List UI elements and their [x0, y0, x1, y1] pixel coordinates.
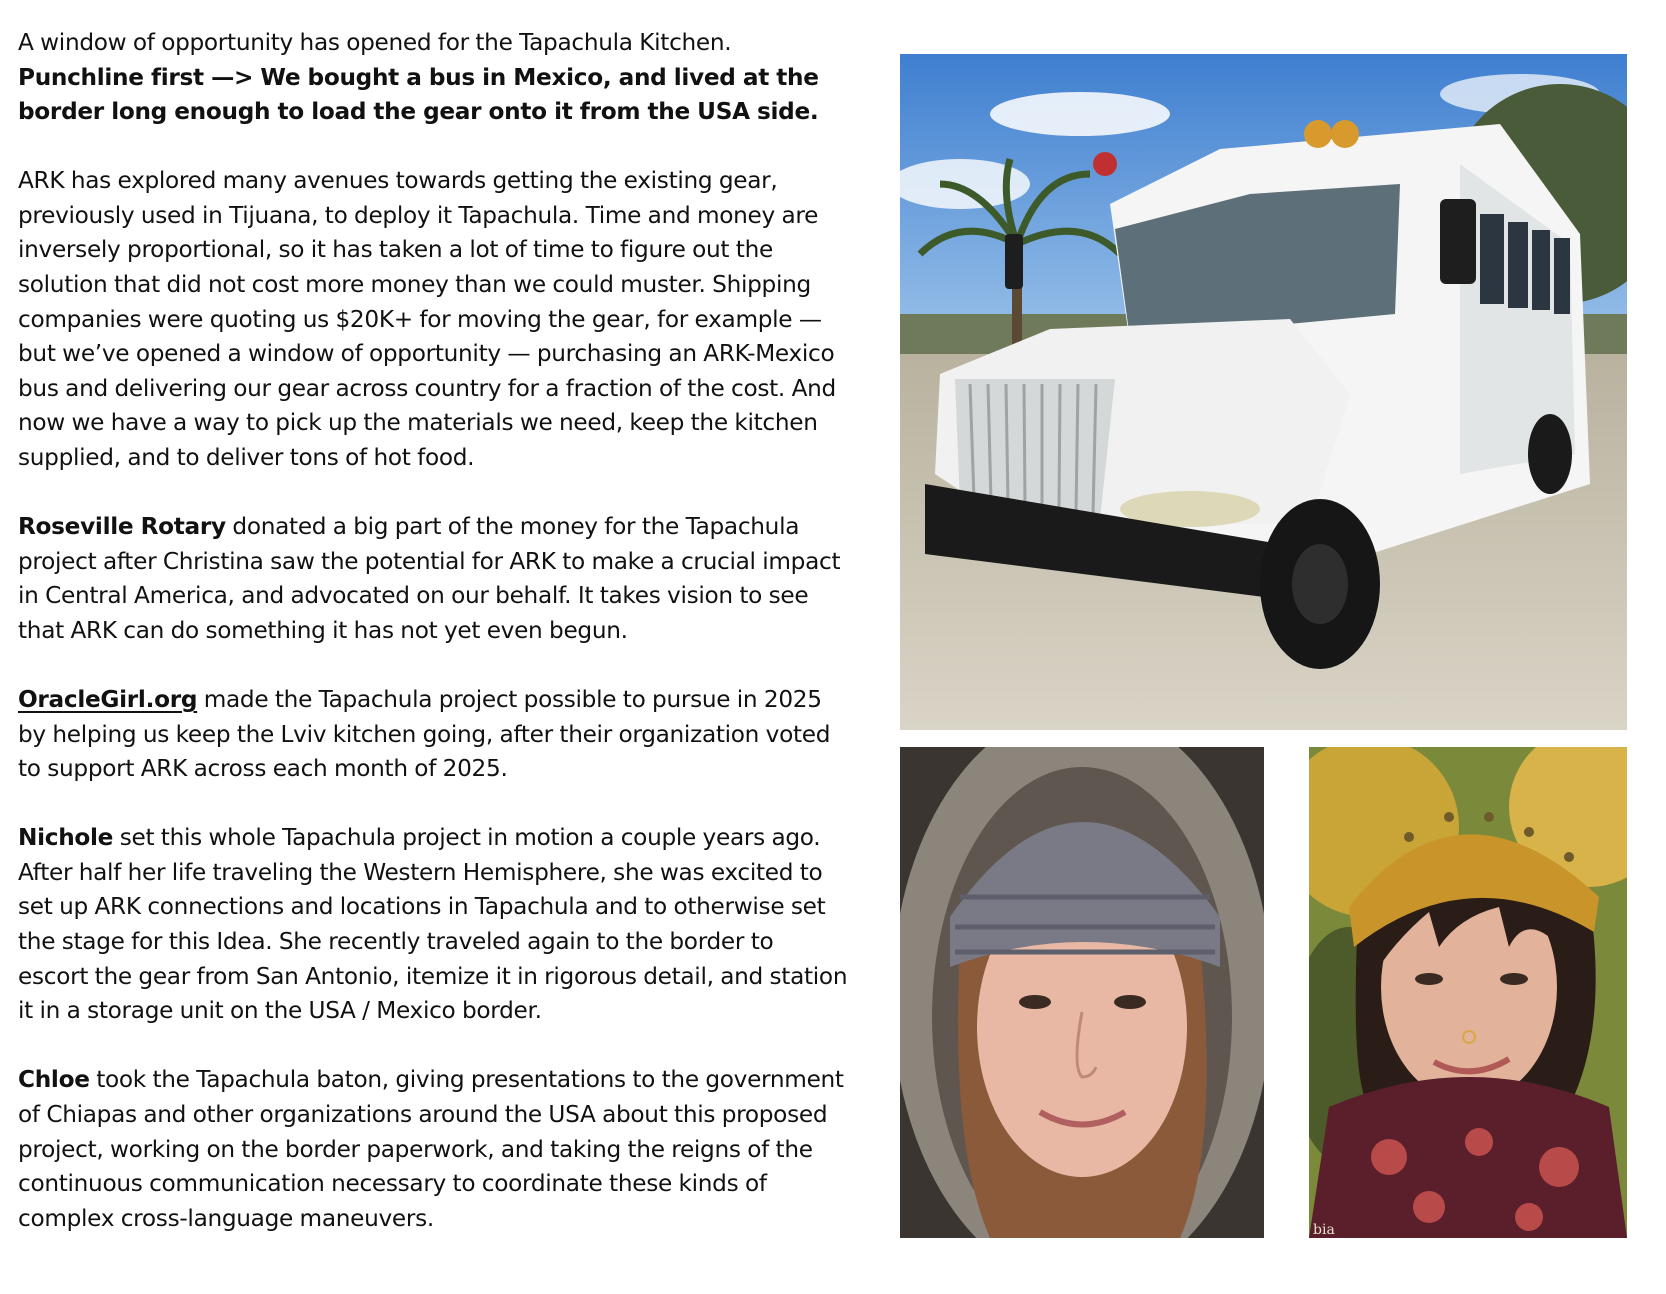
chloe-name: Chloe — [18, 1066, 90, 1094]
ark-paragraph: ARK has explored many avenues towards getting the existing gear, previously used in Tijuana, to deploy it Tapachula. Time and money are inversely proportional, so it has taken a lot of time to figure out the solution that did not cost more money than we could muster. Shipping companies were quoting us $20K+ for moving the gear, for example — but we’ve opened a window of opportunity — purchasing an ARK-Mexico bus and delivering our gear across country for a fraction of the cost. And now we have a way to pick up the materials we need, keep the kitchen supplied, and to deliver tons of hot food. — [18, 167, 836, 472]
chloe-paragraph — [18, 1063, 850, 1236]
chloe-portrait — [1309, 747, 1627, 1238]
nichole-portrait — [900, 747, 1264, 1238]
article-text — [18, 26, 850, 1271]
punchline: Punchline first —> We bought a bus in Mexico, and lived at the border long enough to load the gear onto it from the USA side. — [18, 63, 819, 126]
nichole-name: Nichole — [18, 824, 114, 852]
rotary-text: donated a big part of the money for the Tapachula project after Christina saw the potential for ARK to make a crucial impact in Central America, and advocated on our behalf. It takes vision to see that ARK can do something it has not yet even begun. — [18, 513, 841, 644]
nichole-photo — [900, 747, 1264, 1238]
bus-illustration — [900, 54, 1627, 730]
chloe-text: took the Tapachula baton, giving presentations to the government of Chiapas and other organizations around the USA about this proposed project, working on the border paperwork, and taking the reigns of the continuous communication necessary to coordinate these kinds of complex cross-language maneuvers. — [18, 1066, 844, 1232]
bus-photo — [900, 54, 1627, 730]
nichole-paragraph — [18, 821, 850, 1029]
oraclegirl-paragraph — [18, 683, 850, 787]
oraclegirl-text: made the Tapachula project possible to pursue in 2025 by helping us keep the Lviv kitchen going, after their organization voted to support ARK across each month of 2025. — [18, 686, 831, 783]
rotary-paragraph — [18, 510, 850, 648]
rotary-name: Roseville Rotary — [18, 513, 226, 541]
oraclegirl-link[interactable]: OracleGirl.org — [18, 686, 198, 713]
chloe-photo — [1309, 747, 1627, 1238]
intro-paragraph — [18, 26, 850, 130]
chloe-photo-corner-text: bia — [1313, 1222, 1335, 1238]
nichole-text: set this whole Tapachula project in motion a couple years ago. After half her life traveling the Western Hemisphere, she was excited to set up ARK connections and locations in Tapachula and to otherwise set the stage for this Idea. She recently traveled again to the border to escort the gear from San Antonio, itemize it in rigorous detail, and station it in a storage unit on the USA / Mexico border. — [18, 824, 848, 1025]
intro-line: A window of opportunity has opened for the Tapachula Kitchen. — [18, 29, 732, 56]
